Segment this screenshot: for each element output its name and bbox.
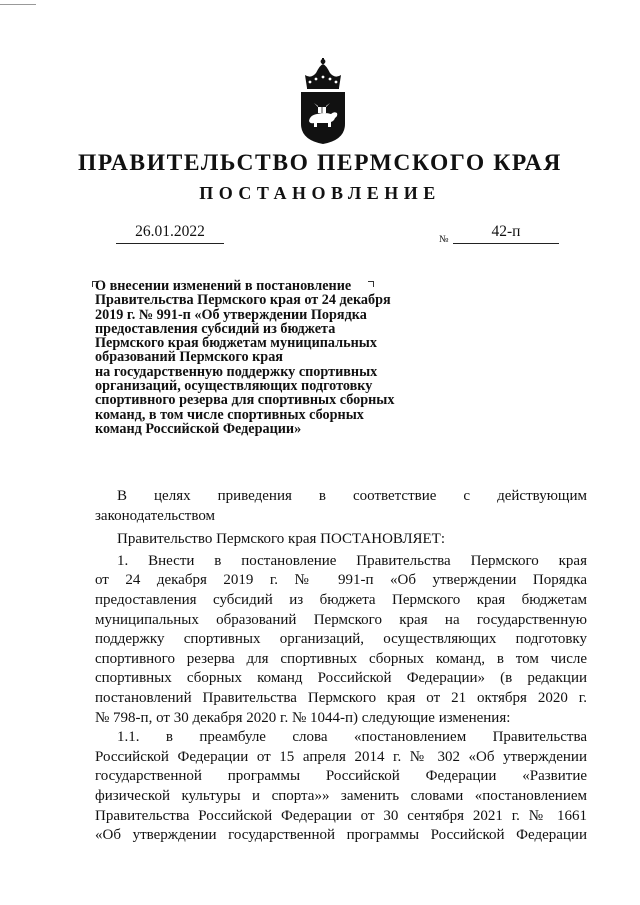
paragraph-line: 1. Внести в постановление Правительства Пермского края (117, 552, 587, 569)
paragraph-line: физической культуры и спорта»» заменить словами «постановлением (95, 787, 587, 804)
paragraph-line: поддержку спортивных организаций, осуществляющих подготовку (95, 631, 587, 648)
resolves-line: Правительство Пермского края ПОСТАНОВЛЯЕТ: (117, 531, 446, 548)
subject-line: предоставления субсидий из бюджета (95, 320, 336, 337)
subject-line: 2019 г. № 991-п «Об утверждении Порядка (95, 306, 367, 323)
paragraph-line: «Об утверждении государственной программы Российской Федерации (95, 827, 587, 844)
paragraph-line: муниципальных образований Пермского края на государственную (95, 611, 587, 628)
subject-line: команд Российской Федерации» (95, 420, 302, 437)
subject-line: спортивного резерва для спортивных сборных (95, 392, 395, 409)
paragraph-line: спортивных сборных команд Российской Федерации» (в редакции (95, 670, 587, 687)
subject-line: Правительства Пермского края от 24 декабря (95, 292, 391, 309)
paragraph-line: государственной программы Российской Федерации «Развитие (95, 768, 587, 785)
intro-line: В целях приведения в соответствие с действующим (117, 488, 587, 504)
paragraph-line: Правительства Российской Федерации от 30 сентября 2021 г. № 1661 (95, 807, 587, 824)
decree-date: 26.01.2022 (116, 223, 224, 244)
scan-mark (0, 4, 36, 5)
decree-title: ПОСТАНОВЛЕНИЕ (199, 183, 441, 203)
government-title: ПРАВИТЕЛЬСТВО ПЕРМСКОГО КРАЯ (78, 150, 562, 176)
paragraph-line: 1.1. в преамбуле слова «постановлением Правительства (117, 729, 587, 746)
decree-subject (95, 279, 430, 436)
decree-body (95, 487, 587, 846)
subject-line: образований Пермского края (95, 349, 283, 366)
paragraph-line: Российской Федерации от 15 апреля 2014 г. № 302 «Об утверждении (95, 748, 587, 765)
subject-line: О внесении изменений в постановление (95, 278, 352, 294)
paragraph-line: предоставления субсидий из бюджета Пермского края бюджетам (95, 591, 587, 608)
subject-line: команд, в том числе спортивных сборных (95, 406, 364, 423)
paragraph-line: спортивного резерва для спортивных сборных команд, в том числе (95, 650, 587, 667)
subject-line: Пермского края бюджетам муниципальных (95, 335, 377, 352)
decree-number: 42-п (453, 223, 559, 244)
paragraph-line: № 798-п, от 30 декабря 2020 г. № 1044-п) следующие изменения: (95, 709, 511, 726)
paragraph-line: от 24 декабря 2019 г. № 991-п «Об утверждении Порядка (95, 572, 587, 589)
subject-line: на государственную поддержку спортивных (95, 363, 378, 380)
perm-krai-coat-of-arms-icon (296, 58, 350, 144)
intro-line: законодательством (95, 507, 216, 524)
subject-line: организаций, осуществляющих подготовку (95, 378, 373, 395)
paragraph-line: постановлений Правительства Пермского края от 21 октября 2020 г. (95, 689, 587, 706)
number-label: № (439, 234, 449, 245)
